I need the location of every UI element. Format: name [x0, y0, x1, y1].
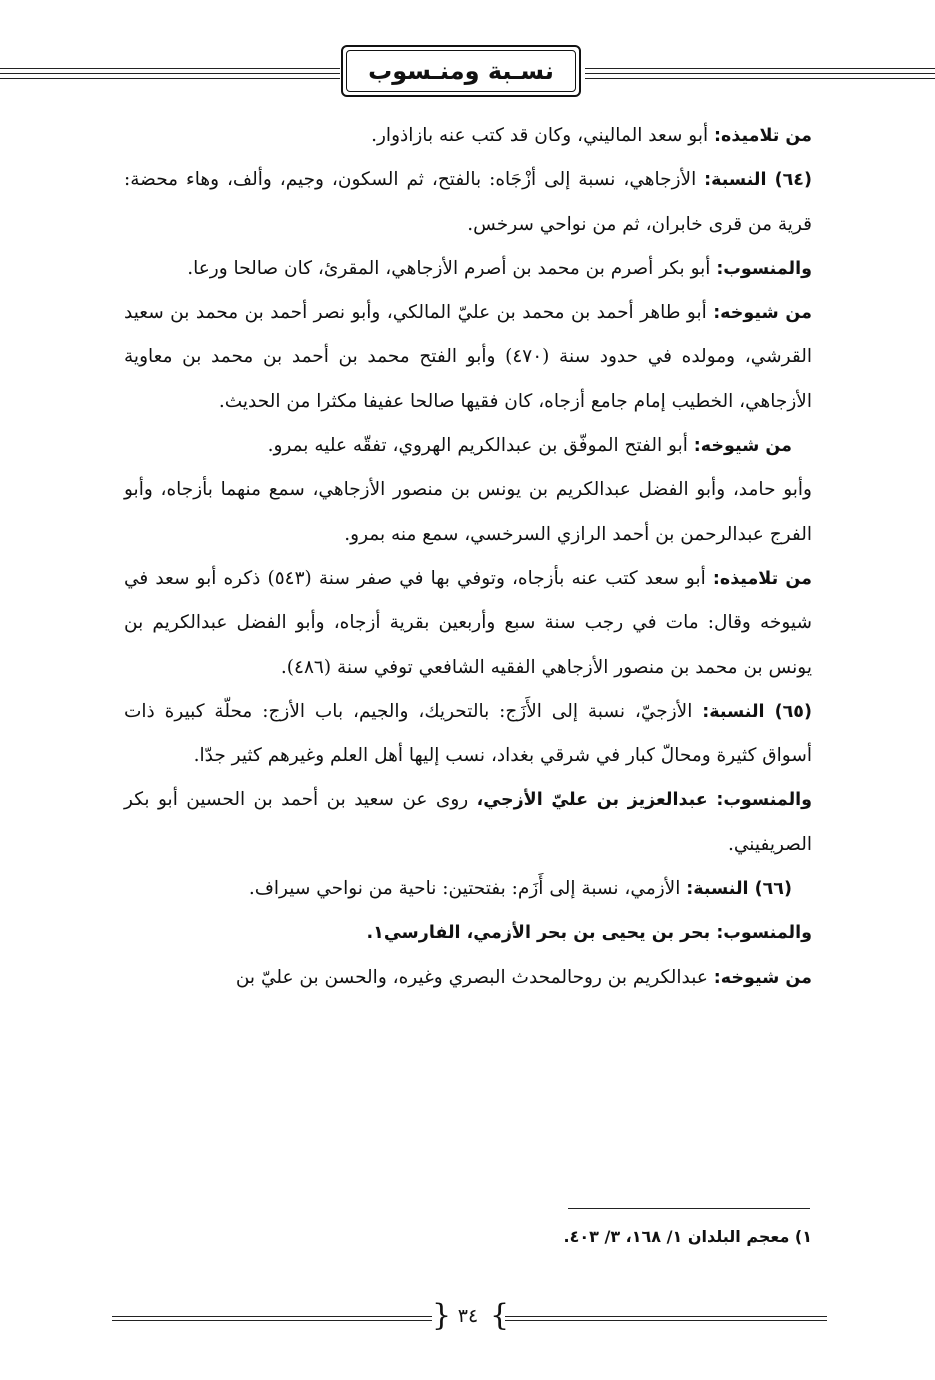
header-title-box — [341, 45, 581, 97]
paragraph-label: من شيوخه: — [713, 303, 812, 324]
paragraph-label: والمنسوب: — [716, 790, 813, 811]
paragraph-label: من شيوخه: — [713, 967, 812, 988]
right-brace-ornament: } — [490, 1298, 510, 1333]
paragraph — [124, 956, 812, 1000]
page-number: ٣٤ — [457, 1305, 479, 1327]
footer-rule — [505, 1316, 827, 1317]
paragraph-label: من تلاميذه: — [714, 126, 812, 146]
paragraph — [124, 468, 812, 557]
paragraph — [124, 291, 812, 424]
header-rule — [585, 78, 935, 79]
paragraph — [124, 911, 812, 955]
paragraph — [124, 557, 812, 690]
paragraph-label: من تلاميذه: — [712, 568, 813, 589]
paragraph-bold-name: عبدالعزيز بن عليّ الأزجي، — [476, 790, 717, 811]
paragraph-bold-name: بحر بن يحيى بن بحر الأزمي، الفارسي١. — [366, 923, 717, 944]
paragraph-text: عبدالكريم بن روحالمحدث البصري وغيره، والحسن بن عليّ بن — [235, 966, 714, 988]
page-body — [124, 114, 812, 1000]
page-header-title: نسـبة ومنـسوب — [346, 50, 576, 92]
paragraph-text: أبو الفتح الموفّق بن عبدالكريم الهروي، تفقّه عليه بمرو. — [267, 435, 694, 457]
footer-rule — [112, 1316, 432, 1317]
footer-rule — [505, 1320, 827, 1321]
footnote-divider — [568, 1208, 810, 1209]
paragraph-label: من شيوخه: — [693, 436, 792, 457]
header-rule — [585, 73, 935, 74]
paragraph-label: (٦٦) النسبة: — [686, 879, 792, 900]
paragraph-label: والمنسوب: — [716, 258, 812, 279]
paragraph-text: الأزمي، نسبة إلى أَزَم: بفتحتين: ناحية من نواحي سيراف. — [248, 878, 687, 900]
header-rule — [585, 68, 935, 69]
paragraph — [124, 867, 812, 911]
paragraph-text: أبو سعد كتب عنه بأزجاه، وتوفي بها في صفر سنة (٥٤٣) ذكره أبو سعد في شيوخه وقال: مات في رجب سنة سبع وأربعين بقرية أزجاه، وأبو الفضل عبدالكريم بن يونس بن محمد بن منصور الأزجاهي الفقيه الشافعي توفي سنة (٤٨٦). — [124, 567, 812, 678]
paragraph-text: أبو بكر أصرم بن محمد بن أصرم الأزجاهي، المقرئ، كان صالحا ورعا. — [187, 257, 717, 279]
footer-rule — [112, 1320, 432, 1321]
paragraph — [124, 424, 812, 468]
paragraph-text: روى عن سعيد بن أحمد بن الحسين أبو بكر الصريفيني. — [124, 789, 812, 855]
paragraph-text: وأبو حامد، وأبو الفضل عبدالكريم بن يونس بن منصور الأزجاهي، سمع منهما بأزجاه، وأبو الفرج عبدالرحمن بن أحمد الرازي السرخسي، سمع منه بمرو. — [124, 479, 812, 545]
header-rule — [0, 78, 340, 79]
paragraph — [124, 690, 812, 779]
paragraph — [124, 247, 812, 291]
footnote: ١) معجم البلدان ١/ ١٦٨، ٣/ ٤٠٣. — [563, 1227, 812, 1246]
paragraph-label: (٦٥) النسبة: — [702, 701, 812, 722]
paragraph-label: والمنسوب: — [716, 923, 812, 944]
paragraph — [124, 778, 812, 867]
paragraph-text: أبو سعد الماليني، وكان قد كتب عنه بازاذوار. — [371, 125, 715, 146]
paragraph — [124, 158, 812, 247]
paragraph-text: الأزجاهي، نسبة إلى أزْجَاه: بالفتح، ثم السكون، وجيم، وألف، وهاء محضة: قرية من قرى خابران، ثم من نواحي سرخس. — [124, 169, 812, 235]
paragraph-label: (٦٤) النسبة: — [704, 170, 812, 191]
header-rule — [0, 73, 340, 74]
paragraph-text: الأزجيّ، نسبة إلى الأَزَج: بالتحريك، والجيم، باب الأزج: محلّة كبيرة ذات أسواق كثيرة ومحالّ كبار في شرقي بغداد، نسب إليها أهل العلم وغيرهم كثير جدّا. — [124, 700, 812, 767]
paragraph — [124, 114, 812, 158]
paragraph-text: أبو طاهر أحمد بن محمد بن عليّ المالكي، وأبو نصر أحمد بن محمد بن سعيد القرشي، ومولده في حدود سنة (٤٧٠) وأبو الفتح محمد بن أحمد بن محمد بن معاوية الأزجاهي، الخطيب إمام جامع أزجاه، كان فقيها صالحا عفيفا مكثرا من الحديث. — [124, 302, 812, 412]
left-brace-ornament: { — [432, 1298, 452, 1333]
header-rule — [0, 68, 340, 69]
